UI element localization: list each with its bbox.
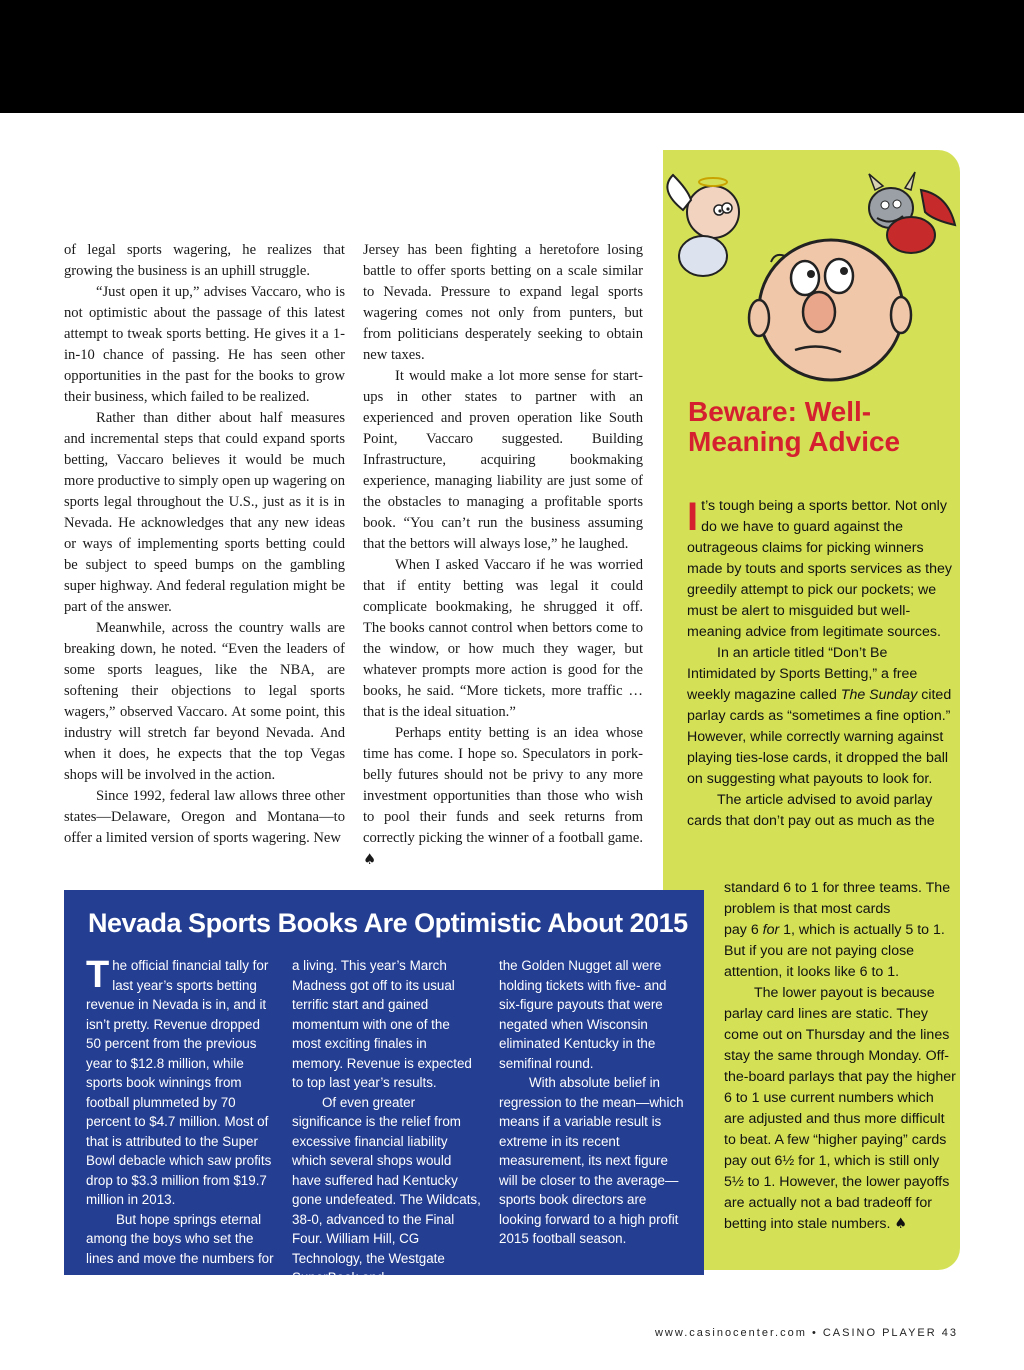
- sidebar-paragraph: [724, 983, 956, 1235]
- sidebar-paragraph-text: pay 6: [724, 922, 763, 938]
- devil-icon: [869, 172, 955, 253]
- top-black-band: [0, 0, 1024, 113]
- article-paragraph: It would make a lot more sense for start-ups in other states to partner with an experienced and proven operation like South Point, Vaccaro suggested. Building Infrastructure, acquiring bookmaking experience, managing liability are just some of the obstacles to managing a profitable sports book. “You can’t run the business assuming that the bettors will always lose,” he laughed.: [363, 368, 643, 552]
- article-column-1: [64, 240, 345, 849]
- box-column-3: [499, 956, 688, 1249]
- sidebar-paragraph-text: cited parlay cards as “sometimes a fine option.” However, while correctly warning against playing ties-lose cards, it dropped the ball on suggesting what payouts to look for.: [687, 687, 952, 787]
- footer-separator: •: [811, 1327, 818, 1339]
- sidebar-paragraph-text: The lower payout is because parlay card lines are static. They come out on Thursday and the lines stay the same through Monday. Off-the-board parlays that pay the higher 6 to 1 use current numbers which are adjusted and thus more difficult to beat. A few “higher paying” cards pay out 6½ for 1, which is still only 5½ to 1. However, the lower payoffs are actually not a bad tradeoff for betting into stale numbers.: [724, 985, 956, 1232]
- sidebar-title: Beware: Well-Meaning Advice: [688, 396, 901, 457]
- box-paragraph-text: he official financial tally for last year’s sports betting revenue in Nevada is in, and it isn’t pretty. Revenue dropped 50 percent from the previous year to $12.8 million, while sports book winnings from football plummeted by 70 percent to $4.7 million. Most of that is attributed to the Super Bowl debacle which saw profits drop to $3.3 million from $19.7 million in 2013.: [86, 958, 272, 1207]
- footer-page-number: 43: [941, 1327, 958, 1339]
- article-paragraph: “Just open it up,” advises Vaccaro, who is not optimistic about the passage of this latest attempt to tweak sports betting. He gives it a 1-in-10 chance of passing. He has seen other opportunities in the past for the books to grow their business, which failed to be realized.: [64, 284, 345, 405]
- footer-magazine-name: CASINO PLAYER: [822, 1327, 937, 1339]
- box-column-1: [86, 956, 275, 1268]
- angel-icon: [667, 175, 739, 276]
- sidebar-paragraph: [687, 643, 955, 790]
- article-paragraph: of legal sports wagering, he realizes that growing the business is an uphill struggle.: [64, 242, 345, 279]
- page-footer: [655, 1327, 958, 1339]
- box-paragraph: Of even greater significance is the relief from excessive financial liability which several shops would have suffered had Kentucky gone undefeated. The Wildcats, 38-0, advanced to the Final Four. William Hill, CG Technology, the Westgate SuperBook and: [292, 1094, 481, 1285]
- article-paragraph: Rather than dither about half measures and incremental steps that could expand sports betting, Vaccaro believes it would be much more productive to simply open up wagering on sports legal throughout the U.S., just as it is in Nevada. He acknowledges that any new ideas or ways of implementing sports betting could be subject to speed bumps on the gambling super highway. And federal regulation might be part of the answer.: [64, 410, 345, 615]
- article-paragraph: [363, 723, 643, 871]
- sidebar-paragraph: standard 6 to 1 for three teams. The problem is that most cards: [724, 880, 951, 917]
- cartoon-illustration: [663, 150, 960, 390]
- sidebar-body-top: [687, 496, 955, 832]
- spade-end-icon: ♠: [363, 851, 377, 868]
- sidebar-italic-word: for: [762, 922, 780, 938]
- article-paragraph: Since 1992, federal law allows three other states—Delaware, Oregon and Montana—to offer a limited version of sports wagering. New: [64, 788, 345, 846]
- sidebar-paragraph: [724, 920, 956, 983]
- sidebar-paragraph-text: t’s tough being a sports bettor. Not only do we have to guard against the outrageous claims for picking winners made by touts and sports services as they greedily attempt to pick our pockets; we must be alert to misguided but well-meaning advice from legitimate sources.: [687, 498, 952, 640]
- box-paragraph: a living. This year’s March Madness got off to its usual terrific start and gained momentum with one of the most exciting finales in memory. Revenue is expected to top last year’s results.: [292, 958, 472, 1090]
- article-paragraph: Jersey has been fighting a heretofore losing battle to offer sports betting on a scale similar to Nevada. Pressure to expand legal sports wagering comes not only from punters, but from politicians desperately seeking to obtain new taxes.: [363, 242, 643, 363]
- box-title: Nevada Sports Books Are Optimistic About 2015: [88, 908, 688, 938]
- article-paragraph: Meanwhile, across the country walls are breaking down, he noted. “Even the leaders of some sports leagues, like the NBA, are softening their objections to legal sports wagers,” observed Vaccaro. At some point, this industry will stretch far beyond Nevada. And when it does, he expects that the top Vegas shops will be involved in the action.: [64, 620, 345, 783]
- article-paragraph: When I asked Vaccaro if he was worried that if entity betting was legal it could complicate bookmaking, he shrugged it off. The books cannot control when bettors come to the window, or how much they wager, but whatever prompts more action is good for the books, he said. “More tickets, more traffic … that is the ideal situation.”: [363, 557, 643, 720]
- box-paragraph: But hope springs eternal among the boys who set the lines and move the numbers for: [86, 1211, 274, 1266]
- sidebar-paragraph-text: 1, which is actually 5 to 1. But if you are not paying close attention, it looks like 6 to 1.: [724, 922, 945, 980]
- sidebar-paragraph: The article advised to avoid parlay cards that don’t pay out as much as the: [687, 792, 935, 829]
- box-paragraph: the Golden Nugget all were holding tickets with five- and six-figure payouts that were negated when Wisconsin eliminated Kentucky in the semifinal round.: [499, 958, 667, 1071]
- dropcap-letter: T: [86, 954, 110, 996]
- sidebar-panel: [663, 150, 960, 1270]
- bald-man-head-icon: [749, 240, 911, 380]
- sidebar-italic-title: The Sunday: [840, 687, 918, 703]
- spade-end-icon: ♠: [894, 1216, 908, 1232]
- sidebar-body-bottom: [724, 878, 956, 1235]
- article-paragraph-text: Perhaps entity betting is an idea whose time has come. I hope so. Speculators in pork-belly futures should not be privy to any more investment opportunities than those who wish to pool their funds and seek returns from correctly picking the winner of a football game.: [363, 725, 643, 846]
- nevada-sports-books-box: [64, 890, 704, 1285]
- box-column-2: [292, 956, 481, 1288]
- sidebar-paragraph: [687, 496, 955, 643]
- box-paragraph: [86, 956, 275, 1210]
- box-paragraph: With absolute belief in regression to the mean—which means if a variable result is extreme in its recent measurement, its next figure will be closer to the average—sports book directors are looking forward to a high profit 2015 football season.: [499, 1075, 684, 1246]
- sidebar-paragraph-text: In an article titled “Don’t Be Intimidated by Sports Betting,” a free weekly magazine called: [687, 645, 918, 703]
- footer-site-link[interactable]: www.casinocenter.com: [654, 1327, 807, 1339]
- dropcap-letter: I: [687, 495, 699, 539]
- article-column-2: [363, 240, 643, 871]
